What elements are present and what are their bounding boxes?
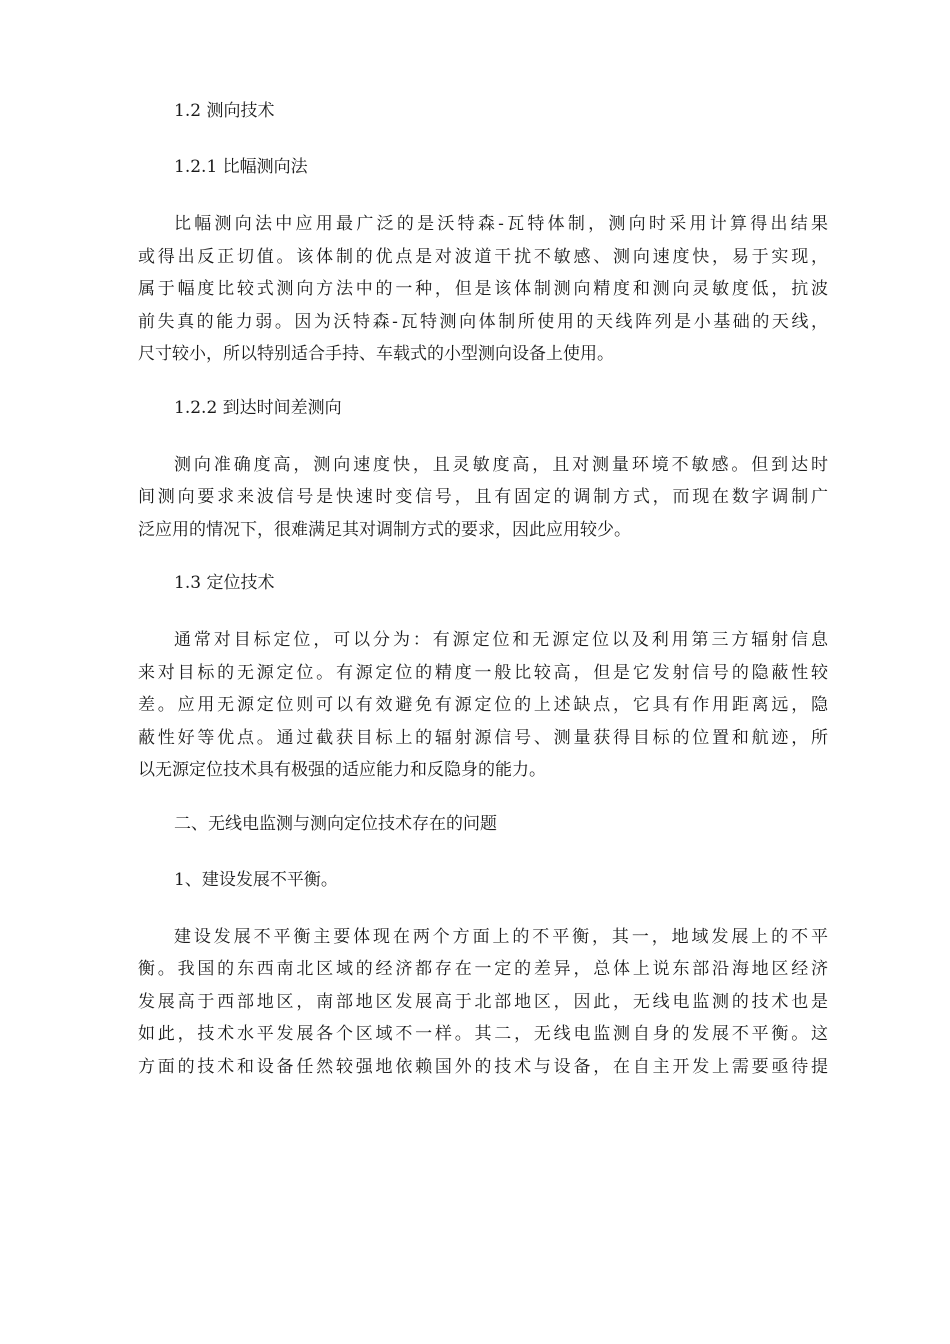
paragraph-line: 属于幅度比较式测向方法中的一种，但是该体制测向精度和测向灵敏度低，抗波 [138, 279, 828, 299]
section-heading-1-2: 1.2 测向技术 [174, 101, 275, 121]
paragraph-line: 或得出反正切值。该体制的优点是对波道干扰不敏感、测向速度快，易于实现， [138, 246, 828, 267]
paragraph-line: 方面的技术和设备任然较强地依赖国外的技术与设备，在自主开发上需要亟待提 [138, 1056, 828, 1077]
paragraph-line: 尺寸较小，所以特别适合手持、车载式的小型测向设备上使用。 [138, 344, 614, 364]
paragraph-line: 前失真的能力弱。因为沃特森-瓦特测向体制所使用的天线阵列是小基础的天线， [138, 311, 828, 332]
paragraph-imbalance [138, 921, 828, 1084]
paragraph-tdoa [138, 449, 828, 547]
paragraph-line: 测向准确度高，测向速度快，且灵敏度高，且对测量环境不敏感。但到达时 [174, 454, 828, 475]
paragraph-line: 差。应用无源定位则可以有效避免有源定位的上述缺点，它具有作用距离远，隐 [138, 695, 828, 715]
paragraph-line: 蔽性好等优点。通过截获目标上的辐射源信号、测量获得目标的位置和航迹，所 [138, 727, 828, 748]
paragraph-line: 发展高于西部地区，南部地区发展高于北部地区，因此，无线电监测的技术也是 [138, 991, 828, 1012]
paragraph-positioning [138, 624, 828, 787]
paragraph-line: 来对目标的无源定位。有源定位的精度一般比较高，但是它发射信号的隐蔽性较 [138, 662, 828, 683]
paragraph-line: 如此，技术水平发展各个区域不一样。其二，无线电监测自身的发展不平衡。这 [138, 1024, 828, 1044]
section-heading-2: 二、无线电监测与测向定位技术存在的问题 [174, 813, 497, 834]
paragraph-amplitude-comparison [138, 208, 828, 371]
section-heading-1-2-2: 1.2.2 到达时间差测向 [174, 397, 342, 418]
section-heading-2-1: 1、建设发展不平衡。 [174, 869, 338, 890]
paragraph-line: 通常对目标定位，可以分为：有源定位和无源定位以及利用第三方辐射信息 [174, 630, 828, 650]
section-heading-1-2-1: 1.2.1 比幅测向法 [174, 157, 308, 177]
paragraph-line: 以无源定位技术具有极强的适应能力和反隐身的能力。 [138, 760, 546, 780]
paragraph-line: 比幅测向法中应用最广泛的是沃特森-瓦特体制，测向时采用计算得出结果 [174, 214, 828, 234]
paragraph-line: 建设发展不平衡主要体现在两个方面上的不平衡，其一，地域发展上的不平 [174, 926, 828, 947]
paragraph-line: 泛应用的情况下，很难满足其对调制方式的要求，因此应用较少。 [138, 519, 631, 540]
paragraph-line: 衡。我国的东西南北区域的经济都存在一定的差异，总体上说东部沿海地区经济 [138, 959, 828, 979]
paragraph-line: 间测向要求来波信号是快速时变信号，且有固定的调制方式，而现在数字调制广 [138, 487, 828, 507]
section-heading-1-3: 1.3 定位技术 [174, 573, 275, 593]
document-page [138, 96, 828, 1083]
